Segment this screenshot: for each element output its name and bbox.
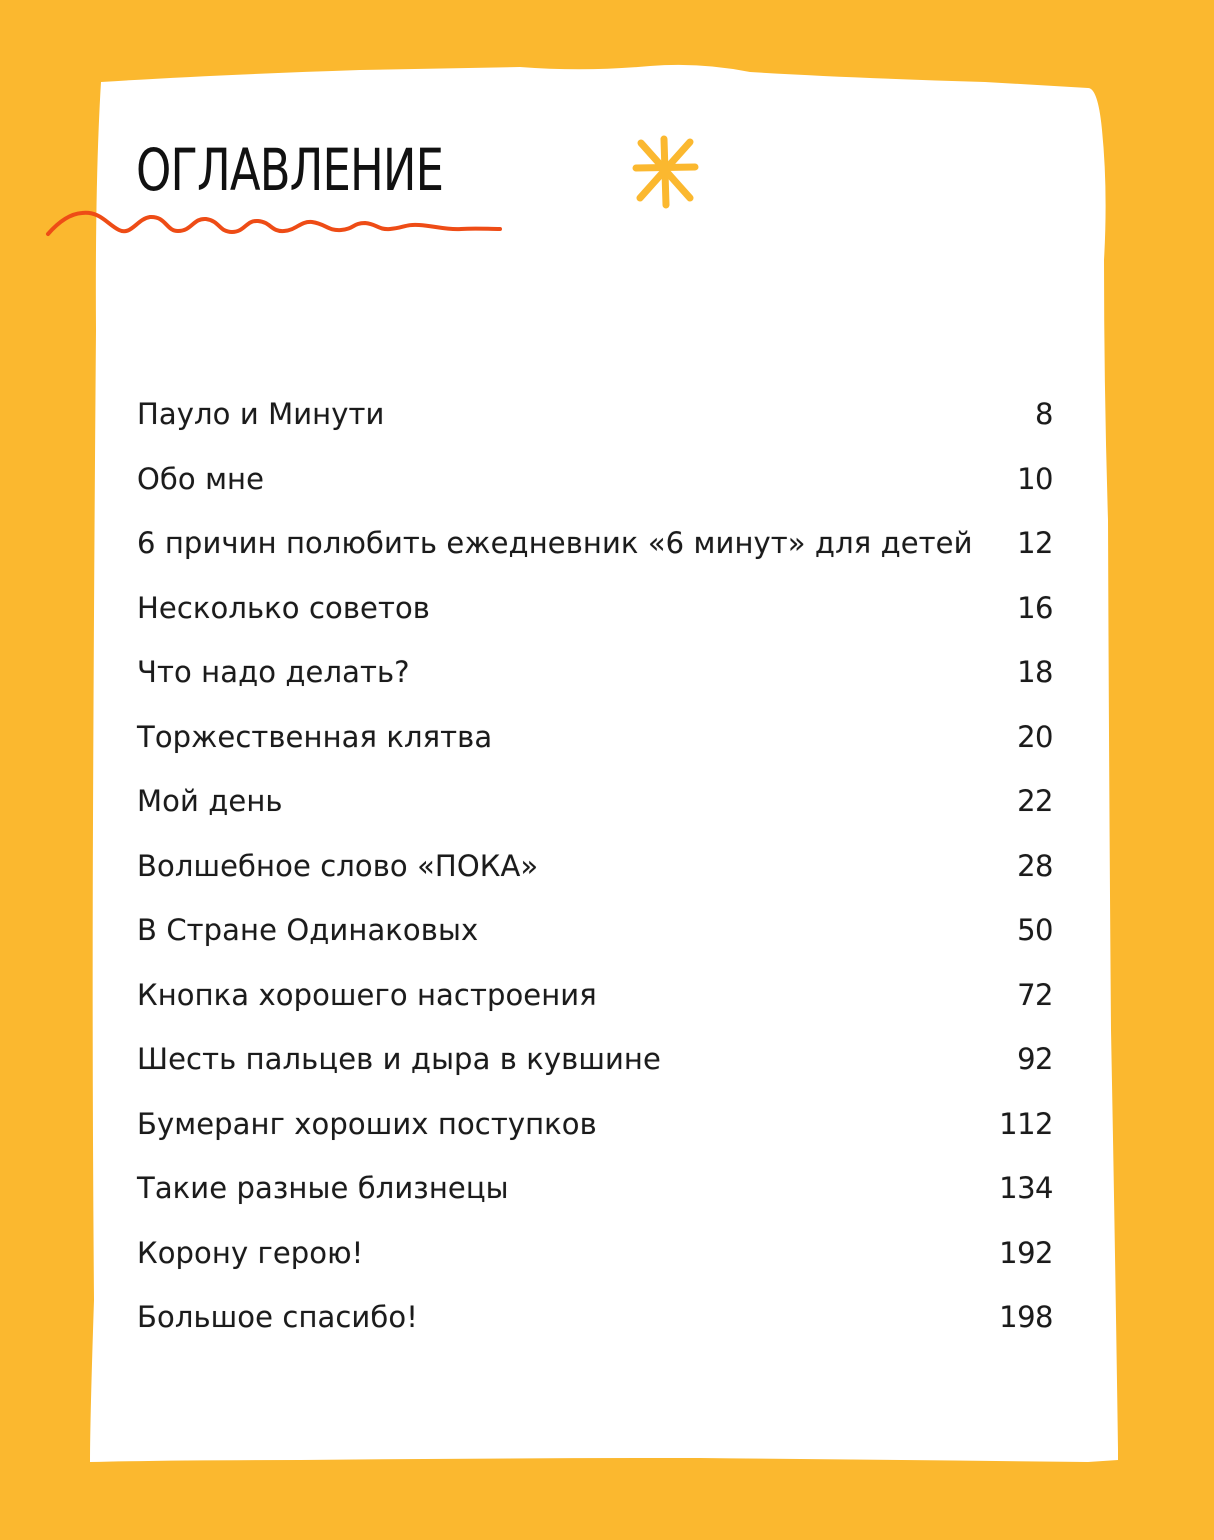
toc-entry-title: Что надо делать? bbox=[137, 655, 410, 690]
toc-entry-title: Бумеранг хороших поступков bbox=[137, 1106, 597, 1141]
toc-entry-title: Такие разные близнецы bbox=[137, 1171, 509, 1206]
toc-entry[interactable] bbox=[137, 511, 1053, 576]
toc-entry-title: Торжественная клятва bbox=[137, 719, 493, 754]
toc-entry[interactable] bbox=[137, 963, 1053, 1028]
toc-entry[interactable] bbox=[137, 769, 1053, 834]
toc-entry[interactable] bbox=[137, 1027, 1053, 1092]
toc-entry-page: 198 bbox=[999, 1300, 1053, 1335]
toc-entry-title: Шесть пальцев и дыра в кувшине bbox=[137, 1042, 661, 1077]
toc-entry-title: Мой день bbox=[137, 784, 283, 819]
toc-entry-title: Несколько советов bbox=[137, 590, 431, 625]
star-rays bbox=[636, 139, 695, 205]
toc-entry-page: 12 bbox=[1017, 526, 1053, 561]
asterisk-star-icon bbox=[628, 132, 702, 212]
toc-entry-title: Кнопка хорошего настроения bbox=[137, 977, 597, 1012]
toc-entry-title: Большое спасибо! bbox=[137, 1300, 418, 1335]
toc-entry-page: 112 bbox=[999, 1106, 1053, 1141]
toc-entry-page: 28 bbox=[1017, 848, 1053, 883]
toc-entry-title: Корону герою! bbox=[137, 1235, 364, 1270]
toc-entry[interactable] bbox=[137, 382, 1053, 447]
toc-entry[interactable] bbox=[137, 834, 1053, 899]
page-title: ОГЛАВЛЕНИЕ bbox=[136, 136, 444, 204]
wavy-underline bbox=[45, 200, 505, 245]
toc-entry-page: 92 bbox=[1017, 1042, 1053, 1077]
wavy-underline-path bbox=[48, 213, 500, 234]
toc-entry-page: 16 bbox=[1017, 590, 1053, 625]
toc-entry-page: 134 bbox=[999, 1171, 1053, 1206]
toc-entry[interactable] bbox=[137, 447, 1053, 512]
toc-entry-page: 22 bbox=[1017, 784, 1053, 819]
toc-entry[interactable] bbox=[137, 1285, 1053, 1350]
toc-entry-title: Волшебное слово «ПОКА» bbox=[137, 848, 539, 883]
toc-entry-page: 10 bbox=[1017, 461, 1053, 496]
toc-entry[interactable] bbox=[137, 576, 1053, 641]
toc-entry-page: 8 bbox=[1035, 397, 1053, 432]
toc-entry-page: 72 bbox=[1017, 977, 1053, 1012]
toc-entry[interactable] bbox=[137, 705, 1053, 770]
toc-entry-page: 50 bbox=[1017, 913, 1053, 948]
toc-entry-title: Обо мне bbox=[137, 461, 265, 496]
toc-entry-page: 18 bbox=[1017, 655, 1053, 690]
toc-entry[interactable] bbox=[137, 898, 1053, 963]
toc-entry-title: В Стране Одинаковых bbox=[137, 913, 479, 948]
toc-entry[interactable] bbox=[137, 1156, 1053, 1221]
toc-entry[interactable] bbox=[137, 1092, 1053, 1157]
table-of-contents bbox=[137, 382, 1053, 1350]
toc-entry-title: 6 причин полюбить ежедневник «6 минут» для детей bbox=[137, 526, 973, 561]
toc-entry-title: Пауло и Минути bbox=[137, 397, 385, 432]
toc-entry-page: 20 bbox=[1017, 719, 1053, 754]
toc-entry[interactable] bbox=[137, 640, 1053, 705]
toc-entry[interactable] bbox=[137, 1221, 1053, 1286]
toc-entry-page: 192 bbox=[999, 1235, 1053, 1270]
